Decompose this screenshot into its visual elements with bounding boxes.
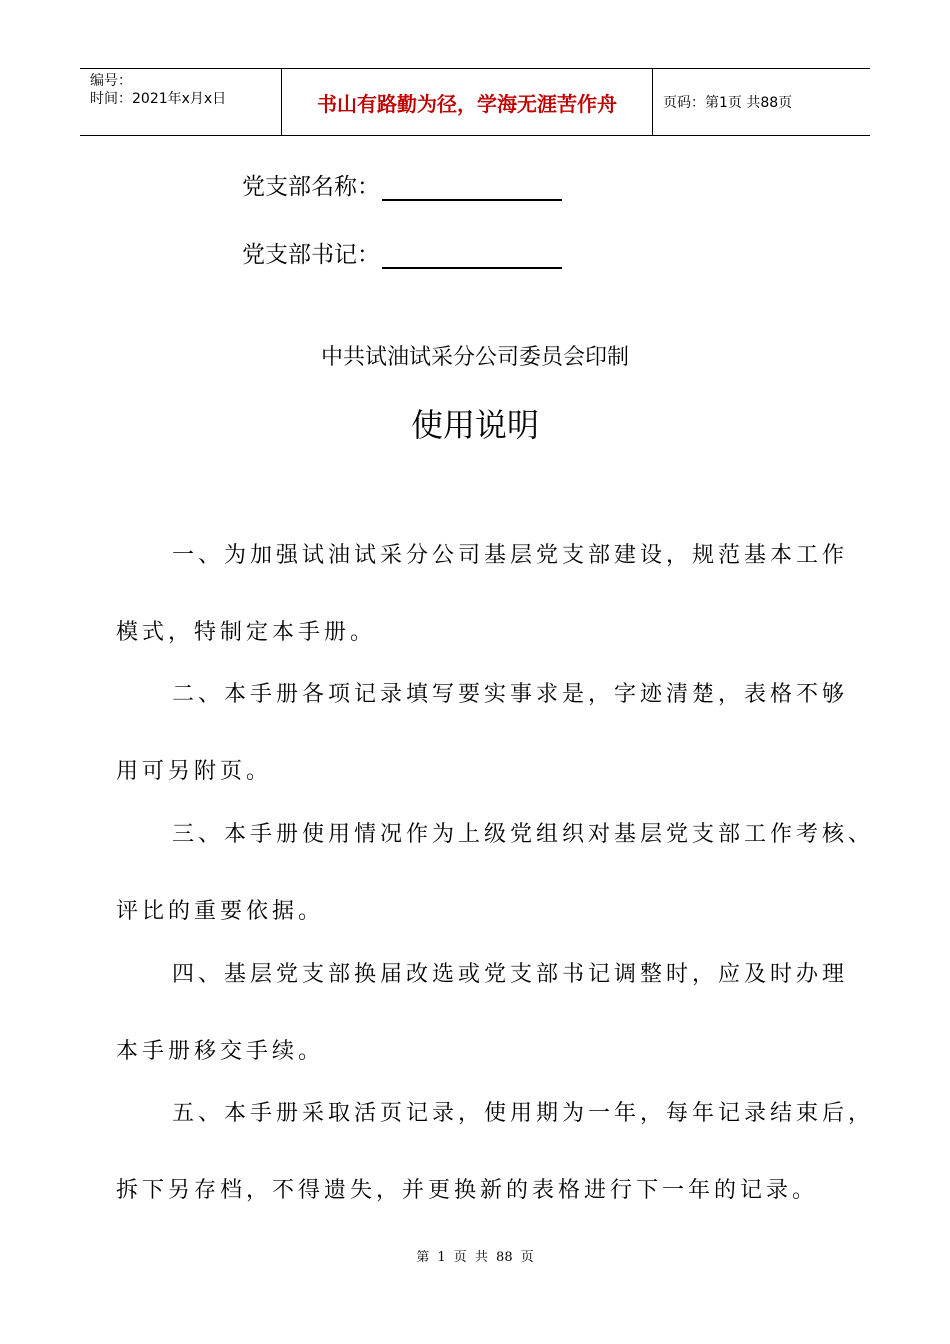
paragraph-line: 二、本手册各项记录填写要实事求是，字迹清楚，表格不够 — [172, 682, 849, 707]
branch-name-blank — [382, 173, 562, 201]
time-label: 时间：2021年x月x日 — [90, 91, 227, 107]
branch-name-label: 党支部名称： — [242, 174, 380, 200]
paragraph-line: 拆下另存档，不得遗失，并更换新的表格进行下一年的记录。 — [116, 1178, 819, 1203]
branch-secretary-label: 党支部书记： — [242, 242, 380, 268]
paragraph-line: 模式，特制定本手册。 — [116, 620, 377, 645]
header-page-info: 页码：第1页 共88页 — [663, 95, 793, 111]
publisher: 中共试油试采分公司委员会印制 — [320, 345, 629, 370]
header-motto: 书山有路勤为径，学海无涯苦作舟 — [282, 69, 653, 135]
paragraph-line: 用可另附页。 — [116, 759, 273, 784]
branch-secretary-blank — [382, 241, 562, 269]
page-footer: 第 1 页 共 88 页 — [416, 1250, 534, 1265]
header-meta — [80, 69, 282, 135]
code-label: 编号： — [90, 73, 132, 89]
header-table — [80, 68, 870, 136]
paragraph-line: 一、为加强试油试采分公司基层党支部建设，规范基本工作 — [172, 543, 849, 568]
branch-secretary-field — [242, 236, 562, 269]
paragraph-line: 评比的重要依据。 — [116, 899, 325, 924]
page-title: 使用说明 — [410, 406, 539, 444]
branch-name-field — [242, 168, 562, 201]
paragraph-line: 五、本手册采取活页记录，使用期为一年，每年记录结束后， — [172, 1101, 875, 1126]
paragraph-line: 三、本手册使用情况作为上级党组织对基层党支部工作考核、 — [172, 822, 875, 847]
paragraph-line: 本手册移交手续。 — [116, 1039, 325, 1064]
paragraph-line: 四、基层党支部换届改选或党支部书记调整时，应及时办理 — [172, 962, 849, 987]
